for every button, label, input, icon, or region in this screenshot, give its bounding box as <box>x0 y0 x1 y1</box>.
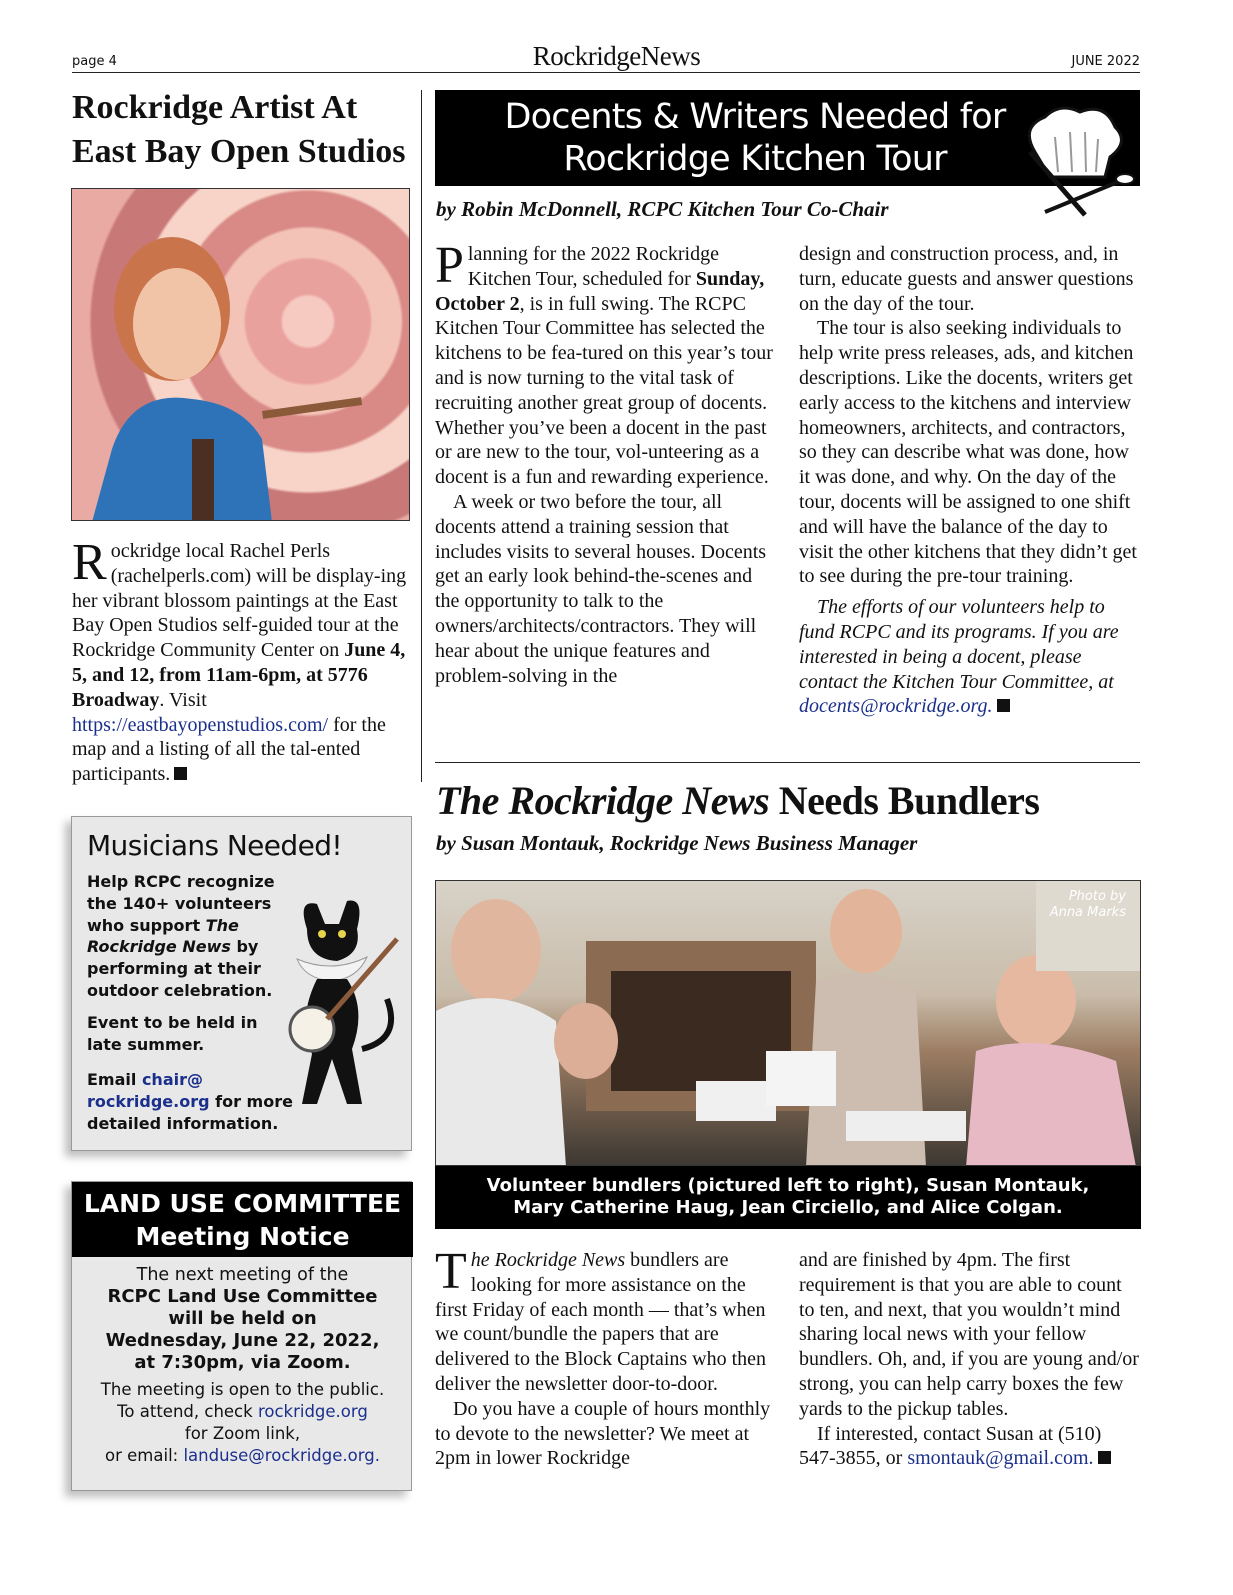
musicians-box <box>71 816 412 1151</box>
kitchen-column-2: design and construction process, and, in turn, educate guests and answer questions on the day of the tour. The tour is also seeking individuals to help write press releases, ads, and kitchen descriptions. Like the docents, writers get early access to the kitchens and interview homeowners, architects, and contractors, so they can describe what was done, how it was done, and why. On the day of the tour, docents will be assigned to one shift and will have the balance of the day to visit the other kitchens that they didn’t get to see during the pre-tour training. The efforts of our volunteers help to fund RCPC and its programs. If you are interested in being a docent, please contact the Kitchen Tour Committee, at docents@rockridge.org. <box>799 243 1137 718</box>
bundlers-column-2: and are finished by 4pm. The first requirement is that you are able to count to ten, and next, that you wouldn’t mind sharing local news with your fellow bundlers. Oh, and, if you are young and/or strong, you can help carry boxes the few yards to the pickup tables. If interested, contact Susan at (510) 547-3855, or smontauk@gmail.com. <box>799 1249 1139 1470</box>
issue-date: JUNE 2022 <box>1071 54 1140 69</box>
bundlers-byline: by Susan Montauk, Rockridge News Business Manager <box>436 831 918 855</box>
column-divider <box>421 90 422 782</box>
bundlers-headline: The Rockridge News Needs Bundlers <box>436 778 1040 823</box>
musicians-title: Musicians Needed! <box>87 829 343 862</box>
musicians-text: Help RCPC recognize the 140+ volunteers who support The Rockridge News by performing at their outdoor celebration. Event to be held in late summer. <box>87 872 275 1054</box>
artist-body: Rockridge local Rachel Perls (rachelperls.com) will be display-ing her vibrant blossom paintings at the East Bay Open Studios self-guided tour at the Rockridge Community Center on June 4, 5, and 12, from 11am-6pm, at 5776 Broadway. Visit https://eastbayopenstudios.com/ for the map and a listing of all the tal-ented participants. <box>72 534 407 786</box>
chef-hat-icon <box>1010 97 1135 222</box>
kitchen-column-1: Planning for the 2022 Rockridge Kitchen Tour, scheduled for Sunday, October 2, is in full swing. The RCPC Kitchen Tour Committee has selected the kitchens to be fea-tured on this year’s tour and is now turning to the vital task of recruiting another great group of docents. Whether you’ve been a docent in the past or are new to the tour, vol-unteering as a docent is a fun and rewarding experience. A week or two before the tour, all docents attend a training session that includes visits to several houses. Docents get an early look behind-the-scenes and the opportunity to talk to the owners/architects/contractors. They will hear about the unique features and problem-solving in the <box>435 237 773 687</box>
dropcap: P <box>435 237 464 294</box>
bundlers-column-1: The Rockridge News bundlers are looking for more assistance on the first Friday of each month — that’s when we count/bundle the papers that are delivered to the Block Captains who then deliver the newsletter door-to-door. Do you have a couple of hours monthly to devote to the newsletter? We meet at 2pm in lower Rockridge <box>435 1243 771 1470</box>
chair-email-link[interactable]: chair@ rockridge.org <box>87 1070 210 1111</box>
dropcap: T <box>435 1243 467 1300</box>
banjo-cat-icon <box>277 879 407 1109</box>
page-number: page 4 <box>72 54 117 69</box>
end-mark <box>174 767 187 780</box>
docents-email-link[interactable]: docents@rockridge.org. <box>799 695 993 718</box>
artist-headline: Rockridge Artist At East Bay Open Studios <box>72 89 406 170</box>
musicians-email: Email chair@ rockridge.org for more detailed information. <box>87 1070 293 1133</box>
header-rule <box>72 72 1140 73</box>
photo-caption: Volunteer bundlers (pictured left to right), Susan Montauk, Mary Catherine Haug, Jean Circiello, and Alice Colgan. <box>435 1166 1141 1229</box>
photo-credit: Photo by Anna Marks <box>1049 889 1126 920</box>
artist-photo <box>71 188 410 521</box>
end-mark <box>997 699 1010 712</box>
dropcap: R <box>72 534 107 591</box>
land-use-body: The next meeting of the RCPC Land Use Committee will be held on Wednesday, June 22, 2022, at 7:30pm, via Zoom. The meeting is open to the public. To attend, check rockridge.org for Zoom link, or email: landuse@rockridge.org. <box>100 1265 385 1465</box>
land-use-header: LAND USE COMMITTEE Meeting Notice <box>72 1182 413 1257</box>
artist-portrait-illustration <box>72 189 410 521</box>
kitchen-byline: by Robin McDonnell, RCPC Kitchen Tour Co-Chair <box>436 197 889 221</box>
section-rule <box>435 762 1140 763</box>
kitchen-tour-headline: Docents & Writers Needed for Rockridge Kitchen Tour <box>504 97 1006 179</box>
landuse-email-link[interactable]: landuse@rockridge.org. <box>183 1446 380 1465</box>
open-studios-link[interactable]: https://eastbayopenstudios.com/ <box>72 713 329 736</box>
bundlers-photo <box>435 880 1141 1166</box>
rockridge-link[interactable]: rockridge.org <box>257 1402 368 1421</box>
end-mark <box>1098 1451 1111 1464</box>
masthead <box>0 41 1233 72</box>
masthead-logo: RockridgeNews <box>532 41 701 71</box>
land-use-notice <box>71 1181 412 1491</box>
volunteers-illustration <box>436 881 1141 1166</box>
smontauk-email-link[interactable]: smontauk@gmail.com. <box>907 1447 1094 1470</box>
